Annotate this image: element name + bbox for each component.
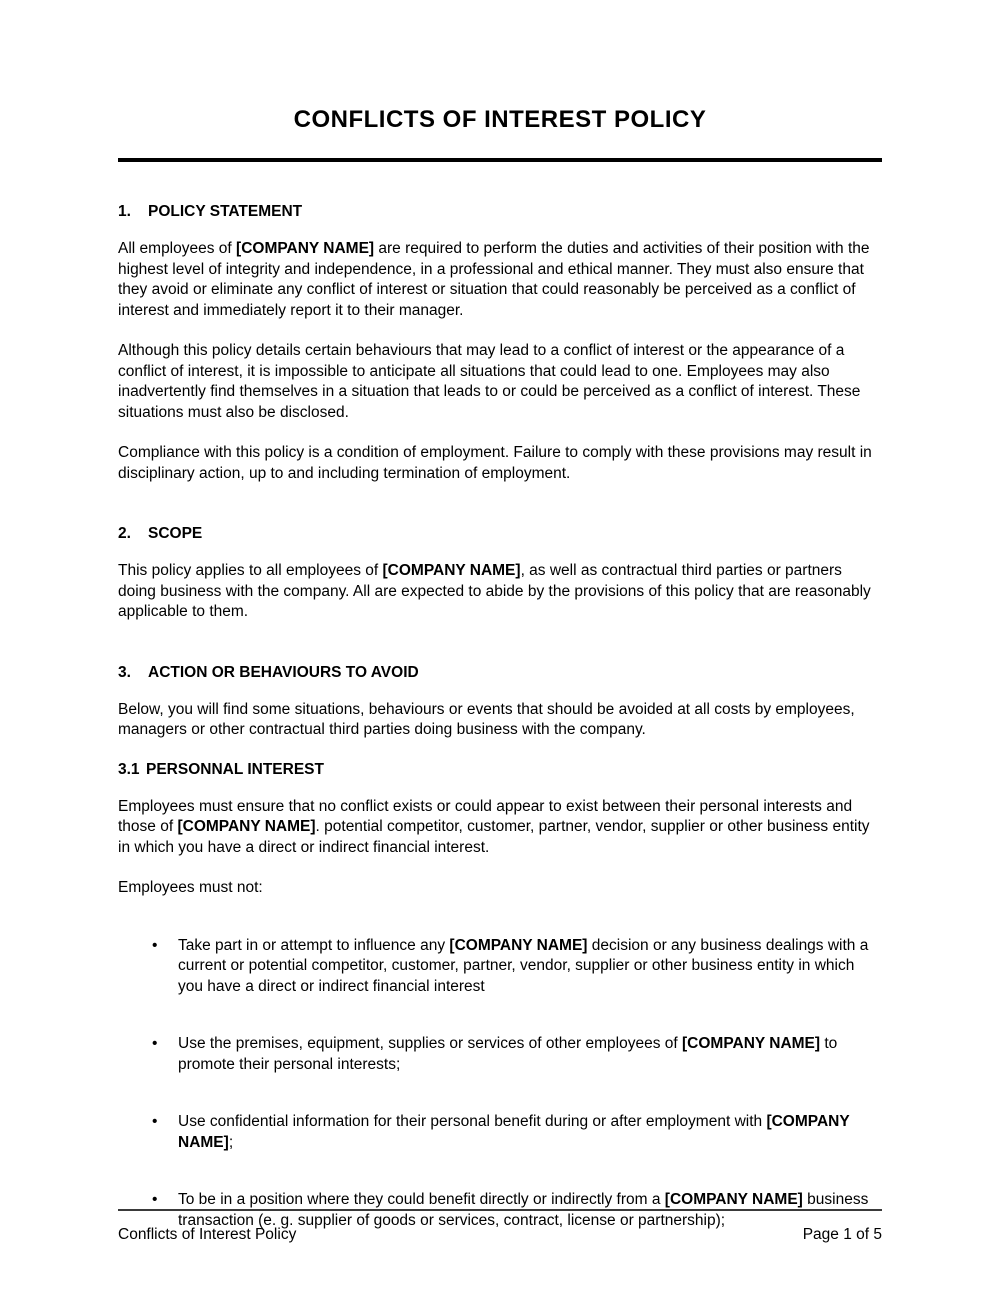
paragraph-text: are required to perform the duties and activities of their position with the highest level of integrity and independence, in a professional and ethical manner. They must also ensure that they avoid or eliminate any conflict of interest or situation that could reasonably be perceived as a conflict of interest and immediately report it to their manager.: [118, 240, 870, 319]
subsection-heading-text: PERSONNAL INTEREST: [146, 760, 324, 778]
document-title: CONFLICTS OF INTEREST POLICY: [293, 106, 707, 133]
paragraph-text: This policy applies to all employees of: [118, 562, 383, 579]
paragraph-text: business transaction (e. g. supplier of goods or services, contract, license or partnership);: [178, 1191, 869, 1229]
section-heading-text: POLICY STATEMENT: [148, 203, 303, 220]
paragraph: Employees must not:: [118, 879, 263, 896]
list-item-text: [178, 1112, 882, 1153]
company-name-placeholder: [COMPANY NAME]: [682, 1035, 821, 1052]
list-item-text: [178, 936, 882, 998]
paragraph-text: Use the premises, equipment, supplies or services of other employees of: [178, 1035, 682, 1052]
paragraph: [118, 239, 882, 321]
company-name-placeholder: [COMPANY NAME]: [449, 936, 588, 954]
paragraph-text: All employees of: [118, 240, 237, 257]
section-policy-statement: [118, 203, 882, 484]
section-heading: [118, 525, 882, 543]
section-heading: [118, 664, 882, 682]
section-number: 2.: [118, 525, 131, 542]
list-item: [152, 1034, 882, 1075]
section-heading: [118, 203, 882, 221]
paragraph-text: to promote their personal interests;: [178, 1035, 838, 1073]
footer-page-number: Page 1 of 5: [802, 1226, 882, 1243]
subsection-number: 3.1: [118, 760, 140, 778]
paragraph: Compliance with this policy is a condition of employment. Failure to comply with these provisions may result in disciplinary action, up to and including termination of employment.: [118, 444, 872, 482]
subsection-personal-interest: [118, 761, 882, 1232]
company-name-placeholder: [COMPANY NAME]: [177, 818, 316, 835]
section-heading-text: ACTION OR BEHAVIOURS TO AVOID: [148, 663, 419, 681]
paragraph-text: ;: [228, 1133, 234, 1151]
section-number: 1.: [118, 203, 131, 220]
bullet-list: [118, 936, 882, 1232]
company-name-placeholder: [COMPANY NAME]: [178, 1113, 850, 1151]
paragraph-text: . potential competitor, customer, partner, vendor, supplier or other business entity in which you have a direct or indirect financial interest.: [118, 818, 870, 856]
paragraph: [118, 797, 882, 859]
bullet-icon: •: [152, 1191, 158, 1208]
paragraph: Although this policy details certain behaviours that may lead to a conflict of interest or the appearance of a conflict of interest, it is impossible to anticipate all situations that could lead to one. Employees may also inadvertently find themselves in a situation that leads to or could be perceived as a conflict of interest. These situations must also be disclosed.: [118, 342, 861, 421]
list-item-text: [178, 1034, 882, 1075]
company-name-placeholder: [COMPANY NAME]: [236, 240, 375, 257]
company-name-placeholder: [COMPANY NAME]: [382, 562, 521, 579]
subsection-heading: [118, 761, 882, 779]
list-item: [152, 936, 882, 998]
footer-document-title: Conflicts of Interest Policy: [118, 1226, 297, 1243]
paragraph-text: Take part in or attempt to influence any: [178, 936, 450, 954]
paragraph-text: To be in a position where they could benefit directly or indirectly from a: [178, 1191, 665, 1208]
bullet-icon: •: [152, 1113, 158, 1130]
paragraph-text: Use confidential information for their personal benefit during or after employment with: [178, 1113, 767, 1130]
section-heading-text: SCOPE: [148, 525, 203, 542]
title-rule: [118, 158, 882, 162]
paragraph-text: decision or any business dealings with a current or potential competitor, customer, partner, vendor, supplier or other business entity in which you have a direct or indirect financial interest: [178, 936, 869, 995]
page-footer: [118, 1209, 882, 1244]
paragraph: [118, 561, 882, 623]
list-item: [152, 1112, 882, 1153]
company-name-placeholder: [COMPANY NAME]: [664, 1191, 803, 1208]
paragraph-text: Employees must ensure that no conflict exists or could appear to exist between their personal interests and those of: [118, 797, 853, 835]
paragraph-text: , as well as contractual third parties or partners doing business with the company. All are expected to abide by the provisions of this policy that are reasonably applicable to them.: [118, 562, 871, 620]
section-scope: [118, 525, 882, 623]
bullet-icon: •: [152, 936, 158, 954]
section-actions: [118, 664, 882, 1232]
bullet-icon: •: [152, 1035, 158, 1052]
section-number: 3.: [118, 663, 131, 681]
paragraph: Below, you will find some situations, behaviours or events that should be avoided at all costs by employees, managers or other contractual third parties doing business with the company.: [118, 700, 855, 738]
